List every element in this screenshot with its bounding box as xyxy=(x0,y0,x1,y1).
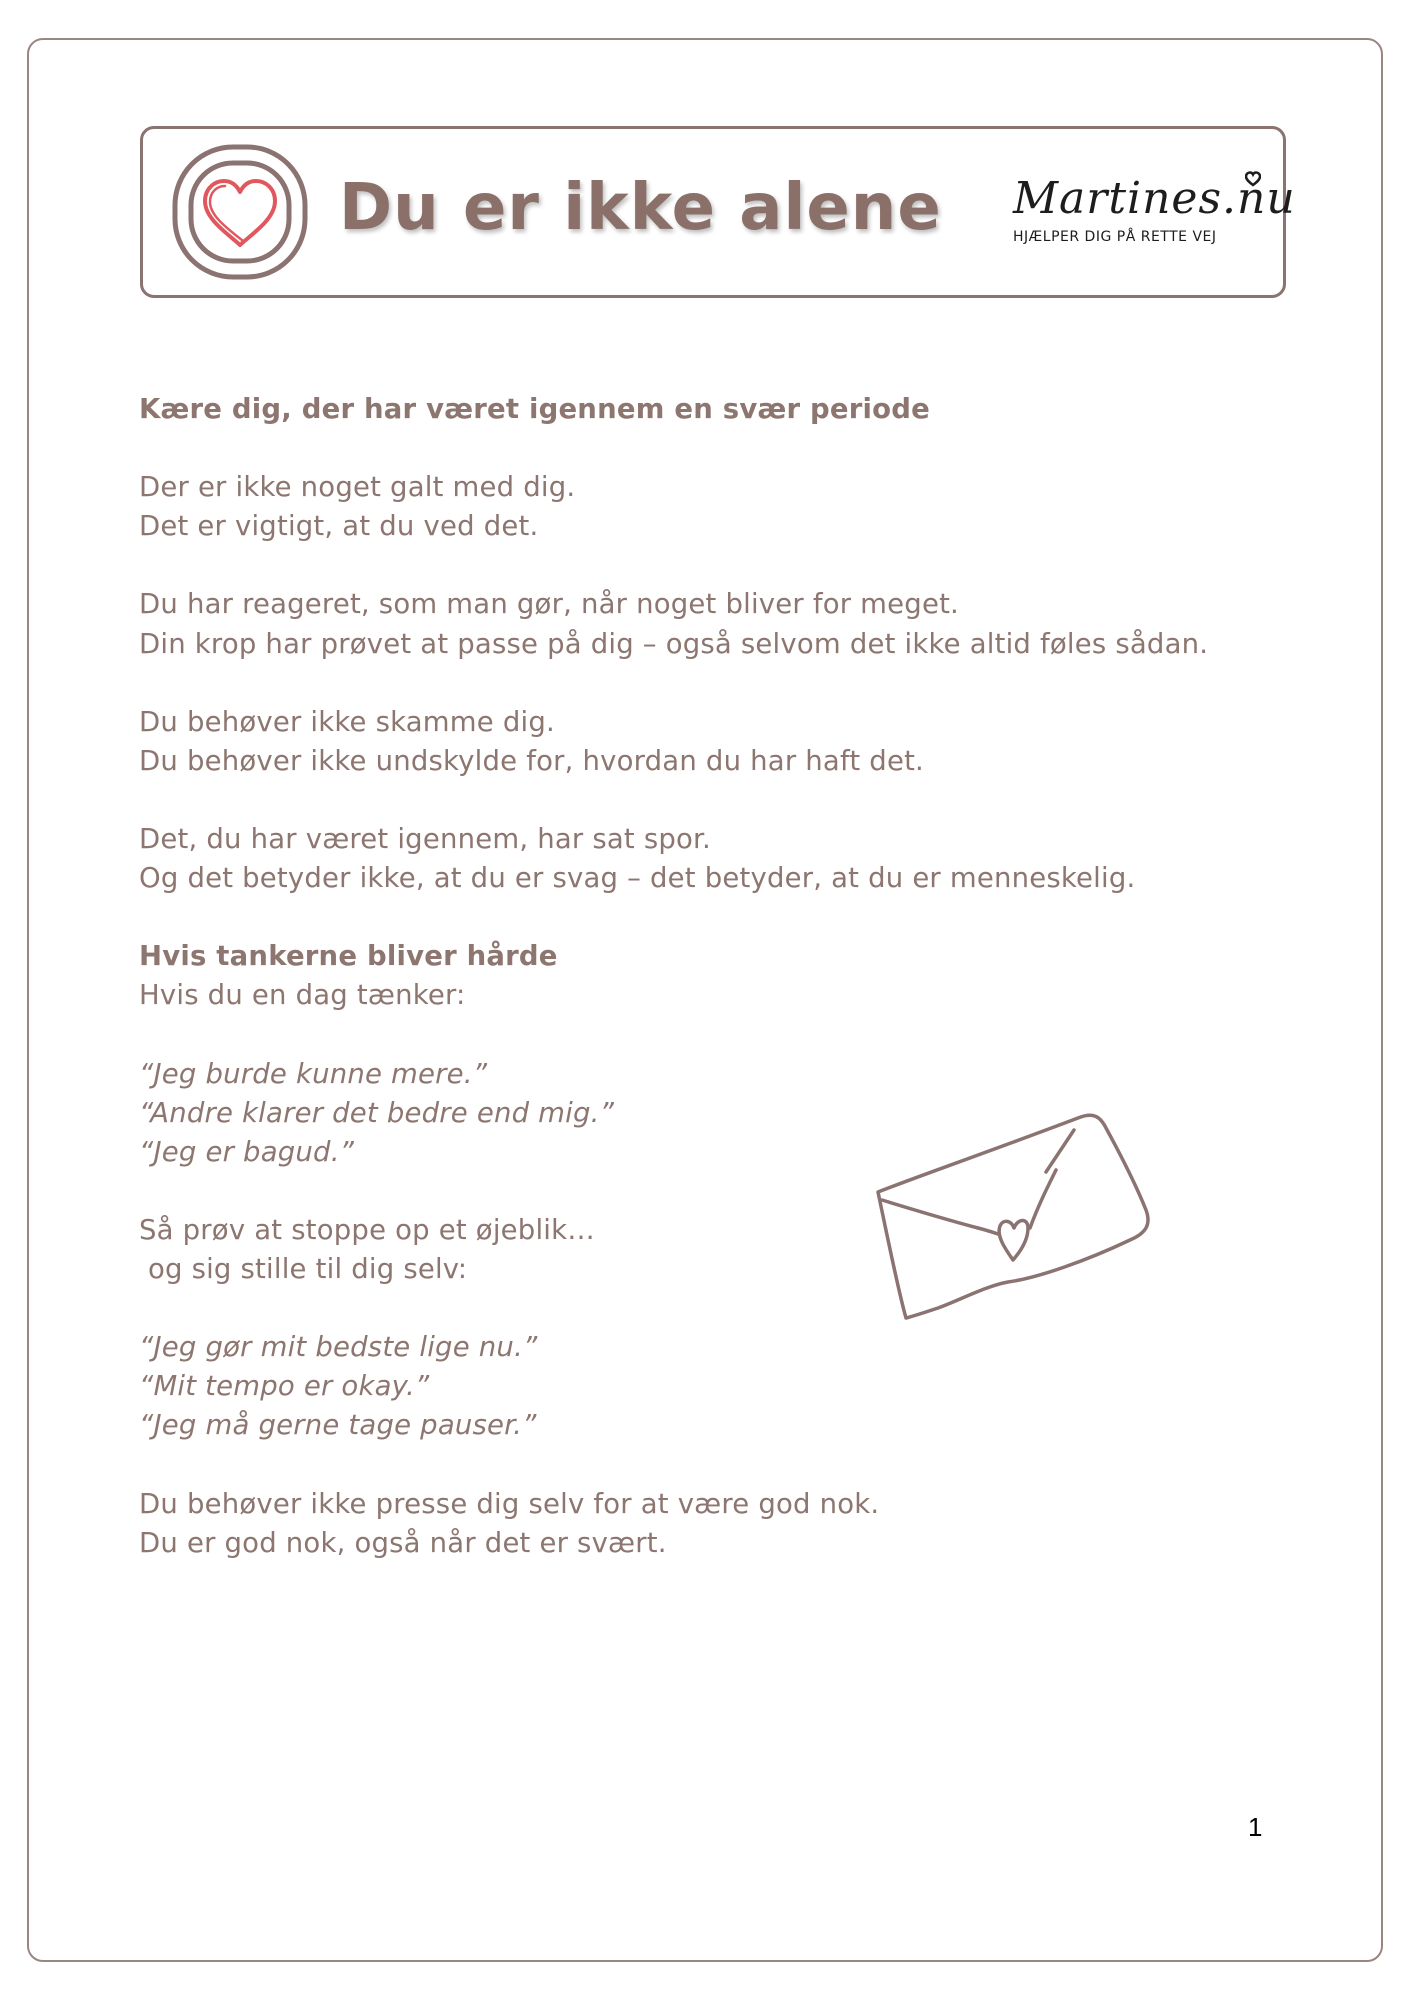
heart-dot-icon xyxy=(1245,171,1261,187)
paragraph-line: Hvis du en dag tænker: xyxy=(139,979,466,1012)
paragraph-line: Der er ikke noget galt med dig. xyxy=(139,471,576,504)
paragraph-line: Det er vigtigt, at du ved det. xyxy=(139,510,539,543)
quote-line: “Jeg er bagud.” xyxy=(139,1135,355,1168)
quote-line: “Jeg må gerne tage pauser.” xyxy=(139,1409,537,1442)
brand-logo xyxy=(1013,173,1296,245)
brand-tagline: HJÆLPER DIG PÅ RETTE VEJ xyxy=(1013,229,1217,245)
header-banner xyxy=(140,126,1296,298)
quote-line: “Jeg burde kunne mere.” xyxy=(139,1057,488,1090)
paragraph-line: Du behøver ikke undskylde for, hvordan du har haft det. xyxy=(139,744,924,777)
paragraph-line: Du er god nok, også når det er svært. xyxy=(139,1526,667,1559)
quote-line: “Jeg gør mit bedste lige nu.” xyxy=(139,1331,538,1364)
paragraph-line: Og det betyder ikke, at du er svag – det betyder, at du er menneskelig. xyxy=(139,862,1136,895)
envelope-heart-icon xyxy=(868,1110,1158,1350)
brand-name: Martines.nu xyxy=(1013,173,1296,224)
heart-icon xyxy=(169,141,311,283)
paragraph-line: og sig stille til dig selv: xyxy=(139,1253,468,1286)
quote-line: “Andre klarer det bedre end mig.” xyxy=(139,1096,615,1129)
paragraph-line: Din krop har prøvet at passe på dig – også selvom det ikke altid føles sådan. xyxy=(139,627,1209,660)
page-number: 1 xyxy=(1248,1812,1263,1842)
paragraph-line: Det, du har været igennem, har sat spor. xyxy=(139,823,711,856)
letter-body xyxy=(139,390,1289,1563)
paragraph-line: Du behøver ikke presse dig selv for at være god nok. xyxy=(139,1487,880,1520)
paragraph-line: Du har reageret, som man gør, når noget bliver for meget. xyxy=(139,588,959,621)
section-subheading: Hvis tankerne bliver hårde xyxy=(139,940,558,973)
paragraph-line: Du behøver ikke skamme dig. xyxy=(139,705,555,738)
page-title: Du er ikke alene xyxy=(339,171,942,245)
letter-heading: Kære dig, der har været igennem en svær periode xyxy=(139,393,930,425)
paragraph-line: Så prøv at stoppe op et øjeblik… xyxy=(139,1213,595,1246)
quote-line: “Mit tempo er okay.” xyxy=(139,1370,430,1403)
